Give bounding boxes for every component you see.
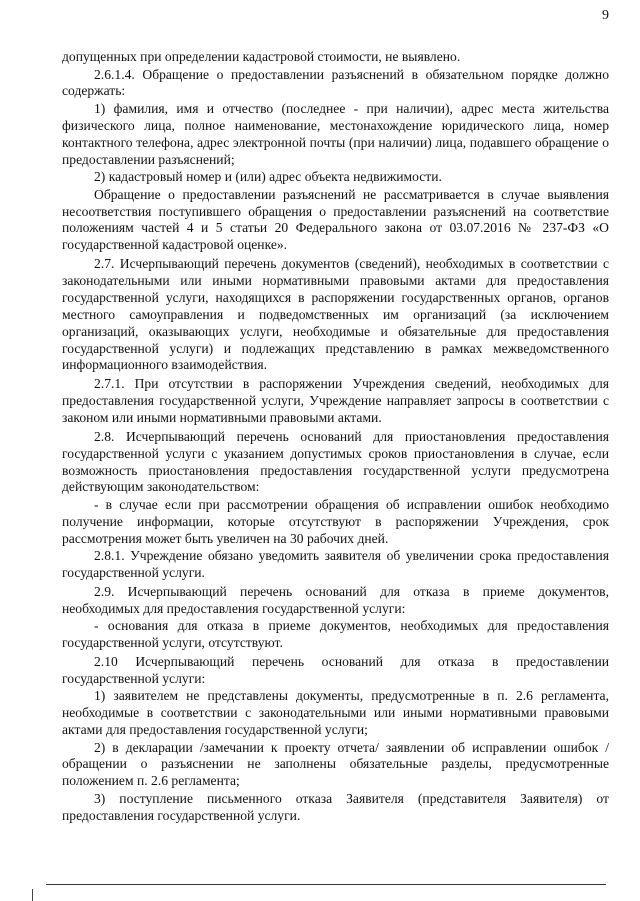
paragraph-continuation: допущенных при определении кадастровой стоимости, не выявлено. bbox=[62, 49, 461, 64]
footer-divider-line bbox=[46, 884, 606, 885]
page-number: 9 bbox=[602, 8, 609, 23]
paragraph-item-1-applicant-details: 1) фамилия, имя и отчество (последнее - при наличии), адрес места жительства физического лица, полное наименование, местонахождение юридического лица, номер контактного телефона, адрес электронной почты (при наличии) лица, подавшего обращение о предоставлении разъяснений; bbox=[62, 100, 609, 167]
paragraph-2-7-1: 2.7.1. При отсутствии в распоряжении Учреждения сведений, необходимых для предоставления государственной услуги, Учреждение направляет запросы в соответствии с законом или иными нормативными правовыми актами. bbox=[62, 376, 609, 425]
document-body bbox=[62, 49, 609, 825]
paragraph-2-6-1-4: 2.6.1.4. Обращение о предоставлении разъяснений в обязательном порядке должно содержать: bbox=[62, 66, 609, 99]
paragraph-2-9: 2.9. Исчерпывающий перечень оснований для отказа в приеме документов, необходимых для предоставления государственной услуги: bbox=[62, 583, 609, 616]
paragraph-2-10-item-3: 3) поступление письменного отказа Заявителя (представителя Заявителя) от предоставления государственной услуги. bbox=[62, 790, 609, 823]
paragraph-item-2-cadastral-number: 2) кадастровый номер и (или) адрес объекта недвижимости. bbox=[94, 169, 442, 185]
paragraph-2-8-dash-item: - в случае если при рассмотрении обращения об исправлении ошибок необходимо получение информации, которые отсутствуют в распоряжении Учреждения, срок рассмотрения может быть увеличен на 30 рабочих дней. bbox=[62, 496, 609, 546]
paragraph-request-not-considered: Обращение о предоставлении разъяснений не рассматривается в случае выявления несоответствия поступившего обращения о предоставлении разъяснений на соответствие положениям частей 4 и 5 статьи 20 Федерального закона от 03.07.2016 № 237-ФЗ «О государственной кадастровой оценке». bbox=[62, 186, 609, 253]
paragraph-2-8-1: 2.8.1. Учреждение обязано уведомить заявителя об увеличении срока предоставления государственной услуги. bbox=[62, 548, 609, 581]
paragraph-2-8: 2.8. Исчерпывающий перечень оснований для приостановления предоставления государственной услуги с указанием допустимых сроков приостановления в случае, если возможность приостановления предоставления государственной услуги предусмотрена действующим законодательством: bbox=[62, 428, 609, 495]
paragraph-2-10-item-2: 2) в декларации /замечании к проекту отчета/ заявлении об исправлении ошибок /обращении о разъяснении не заполнены обязательные разделы, предусмотренные положением п. 2.6 регламента; bbox=[62, 739, 609, 789]
paragraph-2-10-item-1: 1) заявителем не представлены документы, предусмотренные в п. 2.6 регламента, необходимые в соответствии с законодательными или иными нормативными правовыми актами для предоставления государственной услуги; bbox=[62, 688, 609, 738]
paragraph-2-9-dash-item: - основания для отказа в приеме документов, необходимых для предоставления государственной услуги, отсутствуют. bbox=[62, 618, 609, 651]
paragraph-2-7: 2.7. Исчерпывающий перечень документов (сведений), необходимых в соответствии с законодательными или иными нормативными правовыми актами для предоставления государственной услуги, находящихся в распоряжении государственных органов, органов местного самоуправления и подведомственных им организаций (за исключением организаций, оказывающих услуги, необходимые и обязательные для предоставления государственной услуги) и подлежащих представлению в рамках межведомственного информационного взаимодействия. bbox=[62, 256, 609, 373]
paragraph-2-10: 2.10 Исчерпывающий перечень оснований для отказа в предоставлении государственной услуги: bbox=[62, 653, 609, 686]
